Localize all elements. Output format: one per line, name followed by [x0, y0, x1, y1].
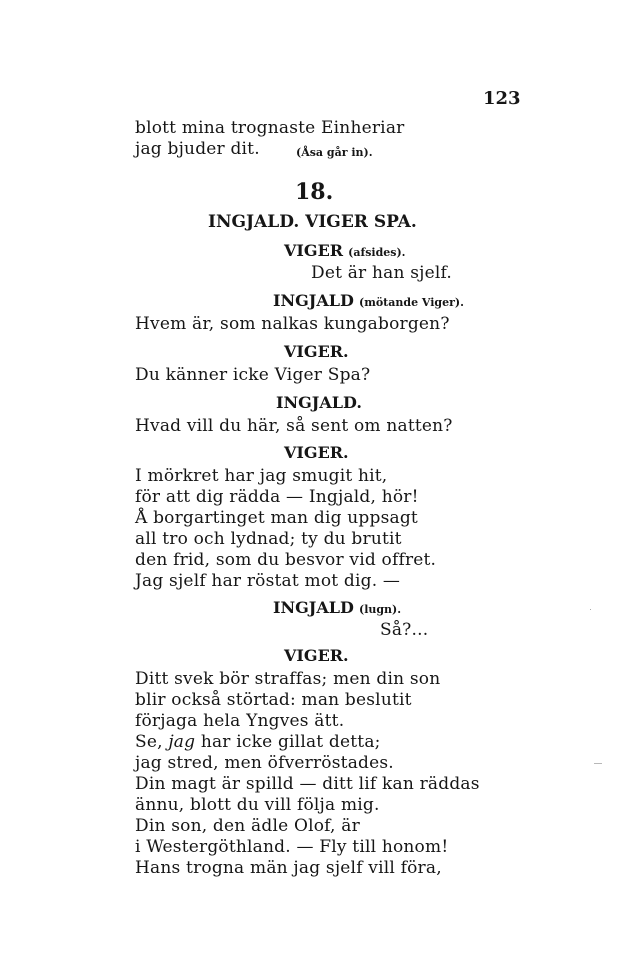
verse-line: Du känner icke Viger Spa? [135, 365, 371, 385]
verse-line: Det är han sjelf. [311, 263, 453, 283]
stage-direction: (afsides). [348, 246, 406, 259]
verse-line: ännu, blott du vill följa mig. [135, 795, 380, 815]
speaker-name: VIGER. [284, 342, 349, 361]
verse-line: all tro och lydnad; ty du brutit [135, 529, 402, 549]
verse-line: jag stred, men öfverröstades. [135, 753, 394, 773]
stage-direction: (Åsa går in). [296, 146, 373, 159]
speaker-heading [273, 293, 464, 309]
verse-line: blott mina trognaste Einheriar [135, 118, 405, 138]
emphasized-word: jag [168, 732, 196, 752]
verse-line: Hvad vill du här, så sent om natten? [135, 416, 453, 436]
verse-line: Din son, den ädle Olof, är [135, 816, 360, 836]
stage-direction: (mötande Viger). [358, 296, 464, 309]
verse-line: Hvem är, som nalkas kungaborgen? [135, 314, 450, 334]
speaker-heading [284, 243, 406, 259]
verse-line: Jag sjelf har röstat mot dig. — [135, 571, 401, 591]
scene-characters: INGJALD. VIGER SPA. [208, 212, 417, 232]
verse-line [135, 734, 381, 751]
speaker-name: VIGER. [284, 646, 349, 665]
speaker-name: INGJALD [273, 598, 354, 617]
verse-line: förjaga hela Yngves ätt. [135, 711, 345, 731]
verse-line: jag bjuder dit. [135, 139, 260, 159]
scene-number: 18. [295, 179, 334, 205]
stage-direction: (lugn). [358, 603, 402, 616]
page-number: 123 [483, 88, 521, 109]
verse-line: blir också störtad: man beslutit [135, 690, 412, 710]
verse-line: Hans trogna män jag sjelf vill föra, [135, 858, 442, 878]
verse-line: Så?... [380, 620, 429, 640]
verse-line: i Westergöthland. — Fly till honom! [135, 837, 449, 857]
verse-text: Se, [135, 732, 169, 752]
speaker-name: VIGER. [284, 443, 349, 462]
verse-line: Din magt är spilld — ditt lif kan räddas [135, 774, 480, 794]
speaker-name: INGJALD [273, 291, 354, 310]
verse-line: Å borgartinget man dig uppsagt [135, 508, 418, 528]
speaker-heading [273, 600, 401, 616]
speaker-name: VIGER [284, 241, 344, 260]
margin-mark [594, 763, 602, 764]
verse-line: för att dig rädda — Ingjald, hör! [135, 487, 419, 507]
verse-line: I mörkret har jag smugit hit, [135, 466, 388, 486]
verse-line: Ditt svek bör straffas; men din son [135, 669, 441, 689]
speaker-name: INGJALD. [276, 393, 362, 412]
verse-text: har icke gillat detta; [195, 732, 381, 752]
margin-dot [590, 609, 591, 610]
verse-line: den frid, som du besvor vid offret. [135, 550, 437, 570]
